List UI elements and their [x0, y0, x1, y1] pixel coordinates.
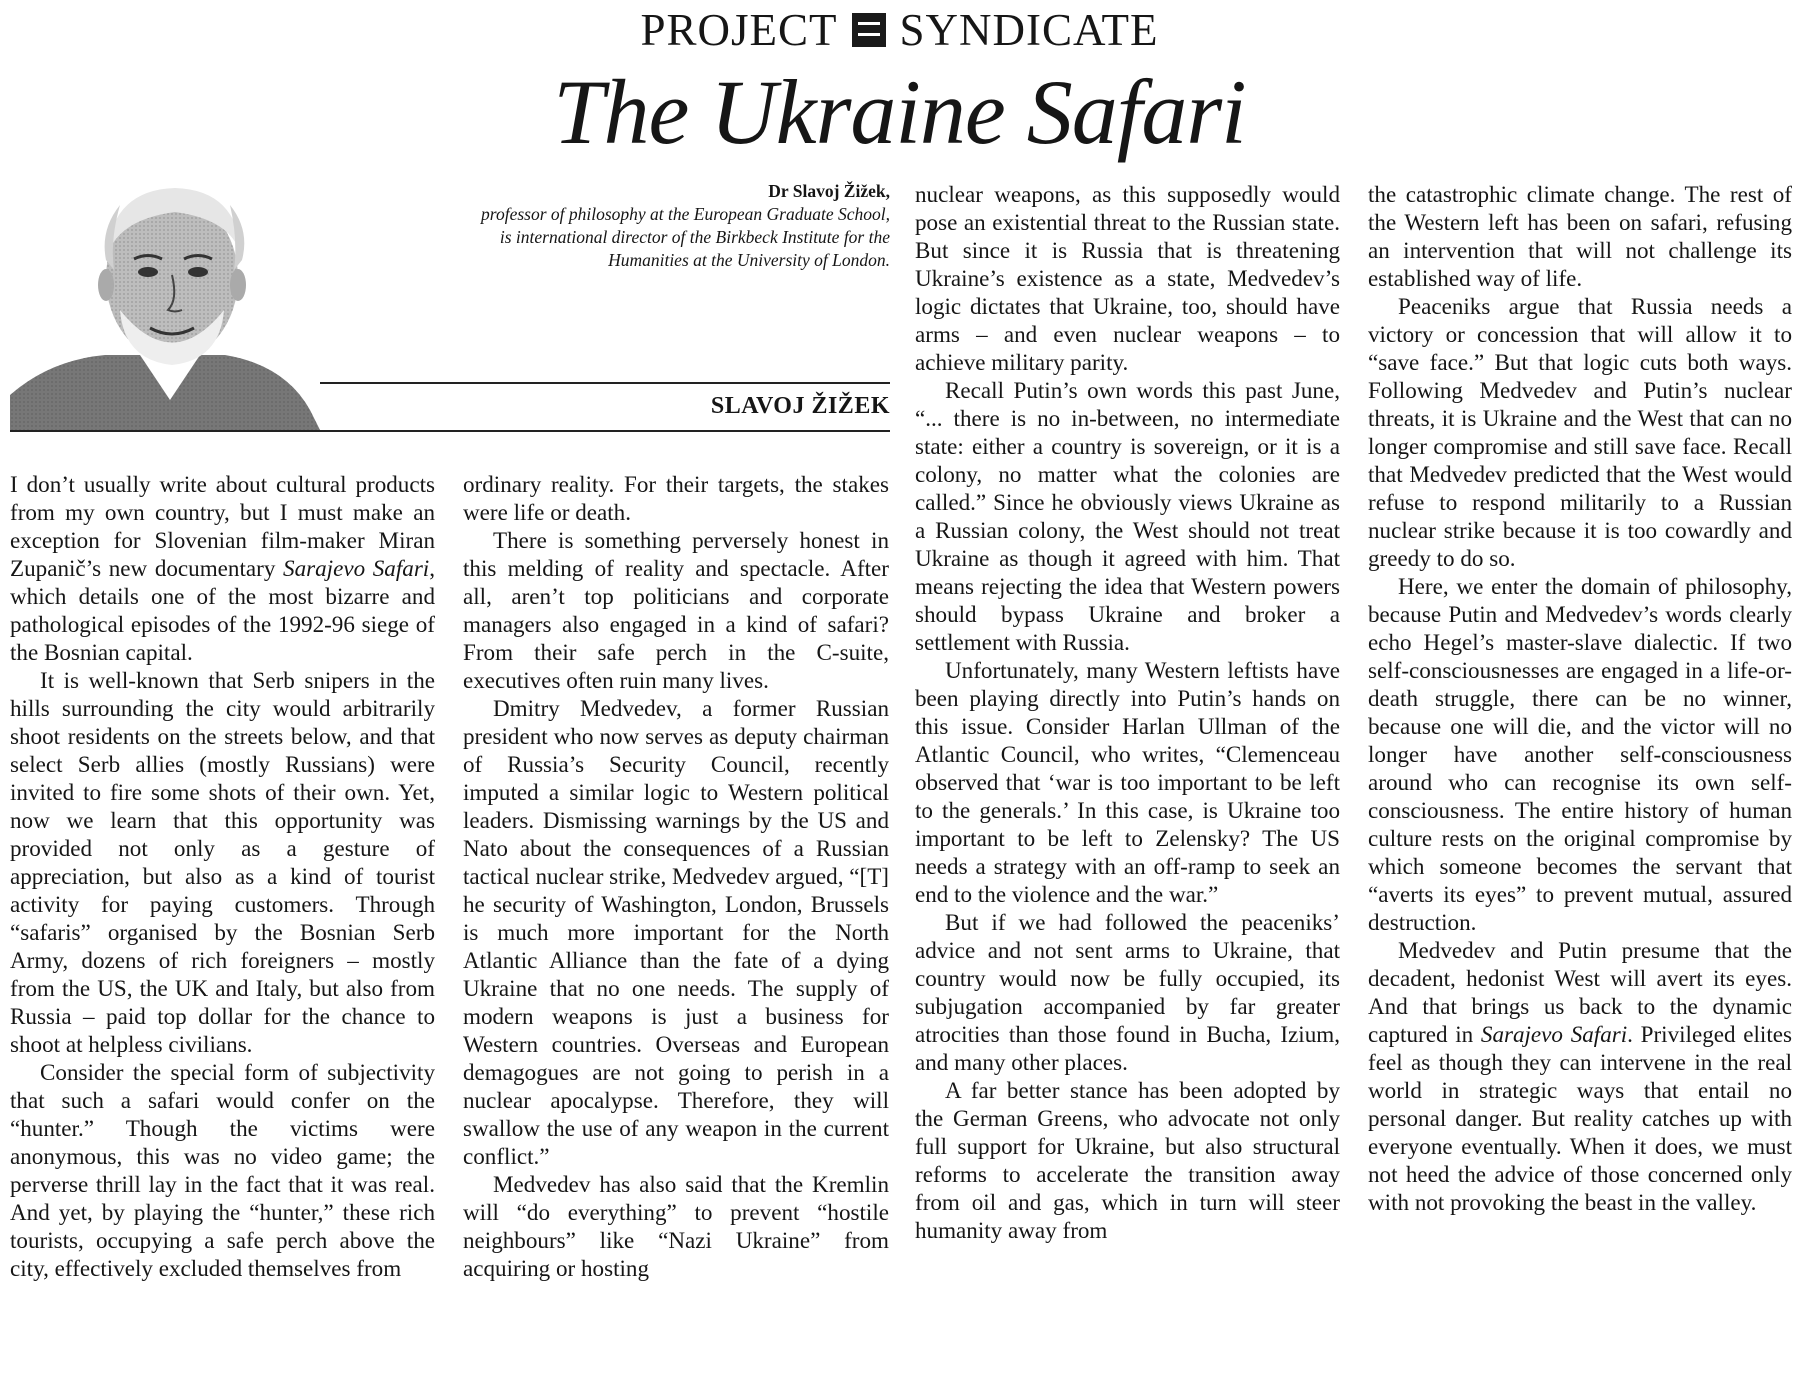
- paragraph-text: Medvedev has also said that the Kremlin will “do everything” to prevent “hostile neighbours” like “Nazi Ukraine” from acquiring or hosting: [463, 1171, 889, 1281]
- paragraph: [915, 1076, 1340, 1244]
- article-column-4: [1368, 180, 1792, 1370]
- article-column-1: [10, 470, 435, 1370]
- masthead-syndicate: SYNDICATE: [899, 5, 1159, 55]
- paragraph: [463, 694, 889, 1170]
- paragraph-text: But if we had followed the peaceniks’ advice and not sent arms to Ukraine, that country would now be fully occupied, its subjugation accompanied by far greater atrocities than those found in Bucha, Izium, and many other places.: [915, 909, 1340, 1075]
- paragraph: [1368, 572, 1792, 936]
- paragraph: [10, 666, 435, 1058]
- article-column-2: [463, 470, 889, 1370]
- paragraph-text: Consider the special form of subjectivity that such a safari would confer on the “hunter.” Though the victims were anonymous, this was no video game; the perverse thrill lay in the fact that it was real. And yet, by playing the “hunter,” these rich tourists, occupying a safe perch above the city, effectively excluded themselves from: [10, 1059, 435, 1281]
- paragraph: [1368, 180, 1792, 292]
- paragraph-text: Peaceniks argue that Russia needs a victory or concession that will allow it to “save face.” But that logic cuts both ways. Following Medvedev and Putin’s nuclear threats, it is Ukraine and the West that can no longer compromise and still save face. Recall that Medvedev predicted that the West would refuse to respond militarily to a Russian nuclear strike because it is too cowardly and greedy to do so.: [1368, 293, 1792, 571]
- paragraph-text: Here, we enter the domain of philosophy, because Putin and Medvedev’s words clearly echo Hegel’s master-slave dialectic. If two self-consciousnesses are engaged in a life-or-death struggle, there can be no winner, because one will die, and the victor will no longer have another self-consciousness around who can recognise its own self-consciousness. The entire history of human culture rests on the original compromise by which someone becomes the servant that “averts its eyes” to prevent mutual, assured destruction.: [1368, 573, 1792, 935]
- paragraph: [10, 470, 435, 666]
- film-title: Sarajevo Safari: [1480, 1021, 1628, 1047]
- headline: The Ukraine Safari: [553, 61, 1246, 163]
- paragraph: [915, 908, 1340, 1076]
- author-portrait: [10, 160, 320, 430]
- paragraph-text: I don’t usually write about cultural products from my own country, but I must make an exception for Slovenian film-maker Miran Zupanič’s new documentary: [10, 471, 435, 581]
- paragraph: [915, 376, 1340, 656]
- author-bio-name: Dr Slavoj Žižek,: [768, 181, 890, 201]
- masthead-project: PROJECT: [640, 5, 838, 55]
- article-column-3: [915, 180, 1340, 1370]
- paragraph: [1368, 292, 1792, 572]
- paragraph-text: nuclear weapons, as this supposedly would pose an existential threat to the Russian state. But since it is Russia that is threatening Ukraine’s existence as a state, Medvedev’s logic dictates that Ukraine, too, should have arms – and even nuclear weapons – to achieve military parity.: [915, 181, 1340, 375]
- paragraph: [463, 526, 889, 694]
- paragraph: [463, 1170, 889, 1282]
- author-bio-description: professor of philosophy at the European Graduate School, is international director of the Birkbeck Institute for the Humanities at the University of London.: [481, 204, 890, 270]
- paragraph-text: the catastrophic climate change. The rest of the Western left has been on safari, refusing an intervention that will not challenge its established way of life.: [1368, 181, 1792, 291]
- author-bio: [470, 180, 890, 272]
- paragraph-text: Recall Putin’s own words this past June, “... there is no in-between, no intermediate state: either a country is sovereign, or it is a colony, no matter what the colonies are called.” Since he obviously views Ukraine as a Russian colony, the West should not treat Ukraine as though it agreed with him. That means rejecting the idea that Western powers should bypass Ukraine and broker a settlement with Russia.: [915, 377, 1340, 655]
- paragraph-text: Dmitry Medvedev, a former Russian president who now serves as deputy chairman of Russia’s Security Council, recently imputed a similar logic to Western political leaders. Dismissing warnings by the US and Nato about the consequences of a Russian tactical nuclear strike, Medvedev argued, “[T] he security of Washington, London, Brussels is much more important for the North Atlantic Alliance than the fate of a dying Ukraine that no one needs. The supply of modern weapons is just a business for Western countries. Overseas and European demagogues are not going to perish in a nuclear apocalypse. Therefore, they will swallow the use of any weapon in the current conflict.”: [463, 695, 889, 1169]
- paragraph: [10, 1058, 435, 1282]
- paragraph-text: Unfortunately, many Western leftists have been playing directly into Putin’s hands on this issue. Consider Harlan Ullman of the Atlantic Council, who writes, “Clemenceau observed that ‘war is too important to be left to the generals.’ In this case, is Ukraine too important to be left to Zelensky? The US needs a strategy with an off-ramp to seek an end to the violence and the war.”: [915, 657, 1340, 907]
- paragraph-text: , which details one of the most bizarre and pathological episodes of the 1992-96 siege of the Bosnian capital.: [10, 555, 436, 665]
- paragraph-text: Medvedev and Putin presume that the decadent, hedonist West will avert its eyes. And that brings us back to the dynamic captured in: [1368, 937, 1792, 1047]
- paragraph: [915, 656, 1340, 908]
- paragraph-text: ordinary reality. For their targets, the stakes were life or death.: [463, 471, 889, 525]
- byline-rule: [320, 382, 890, 384]
- byline-lower-rule: [10, 430, 890, 432]
- paragraph: [915, 180, 1340, 376]
- masthead: [0, 2, 1799, 58]
- paragraph: [463, 470, 889, 526]
- paragraph-text: . Privileged elites feel as though they can intervene in the real world in strategic ways that entail no personal danger. But reality catches up with everyone eventually. When it does, we must not heed the advice of those concerned only with not provoking the beast in the valley.: [1368, 1021, 1793, 1215]
- paragraph-text: There is something perversely honest in this melding of reality and spectacle. After all, aren’t top politicians and corporate managers also engaged in a kind of safari? From their safe perch in the C-suite, executives often ruin many lives.: [463, 527, 889, 693]
- project-syndicate-logo-icon: [852, 13, 886, 47]
- film-title: Sarajevo Safari: [283, 555, 430, 581]
- paragraph-text: It is well-known that Serb snipers in the hills surrounding the city would arbitrarily shoot residents on the streets below, and that select Serb allies (mostly Russians) were invited to fire some shots of their own. Yet, now we learn that this opportunity was provided not only as a gesture of appreciation, but also as a kind of tourist activity for paying customers. Through “safaris” organised by the Bosnian Serb Army, dozens of rich foreigners – mostly from the US, the UK and Italy, but also from Russia – paid top dollar for the chance to shoot at helpless civilians.: [10, 667, 435, 1057]
- byline: SLAVOJ ŽIŽEK: [710, 393, 890, 419]
- paragraph: [1368, 936, 1792, 1216]
- paragraph-text: A far better stance has been adopted by the German Greens, who advocate not only full support for Ukraine, but also structural reforms to accelerate the transition away from oil and gas, which in turn will steer humanity away from: [915, 1077, 1340, 1243]
